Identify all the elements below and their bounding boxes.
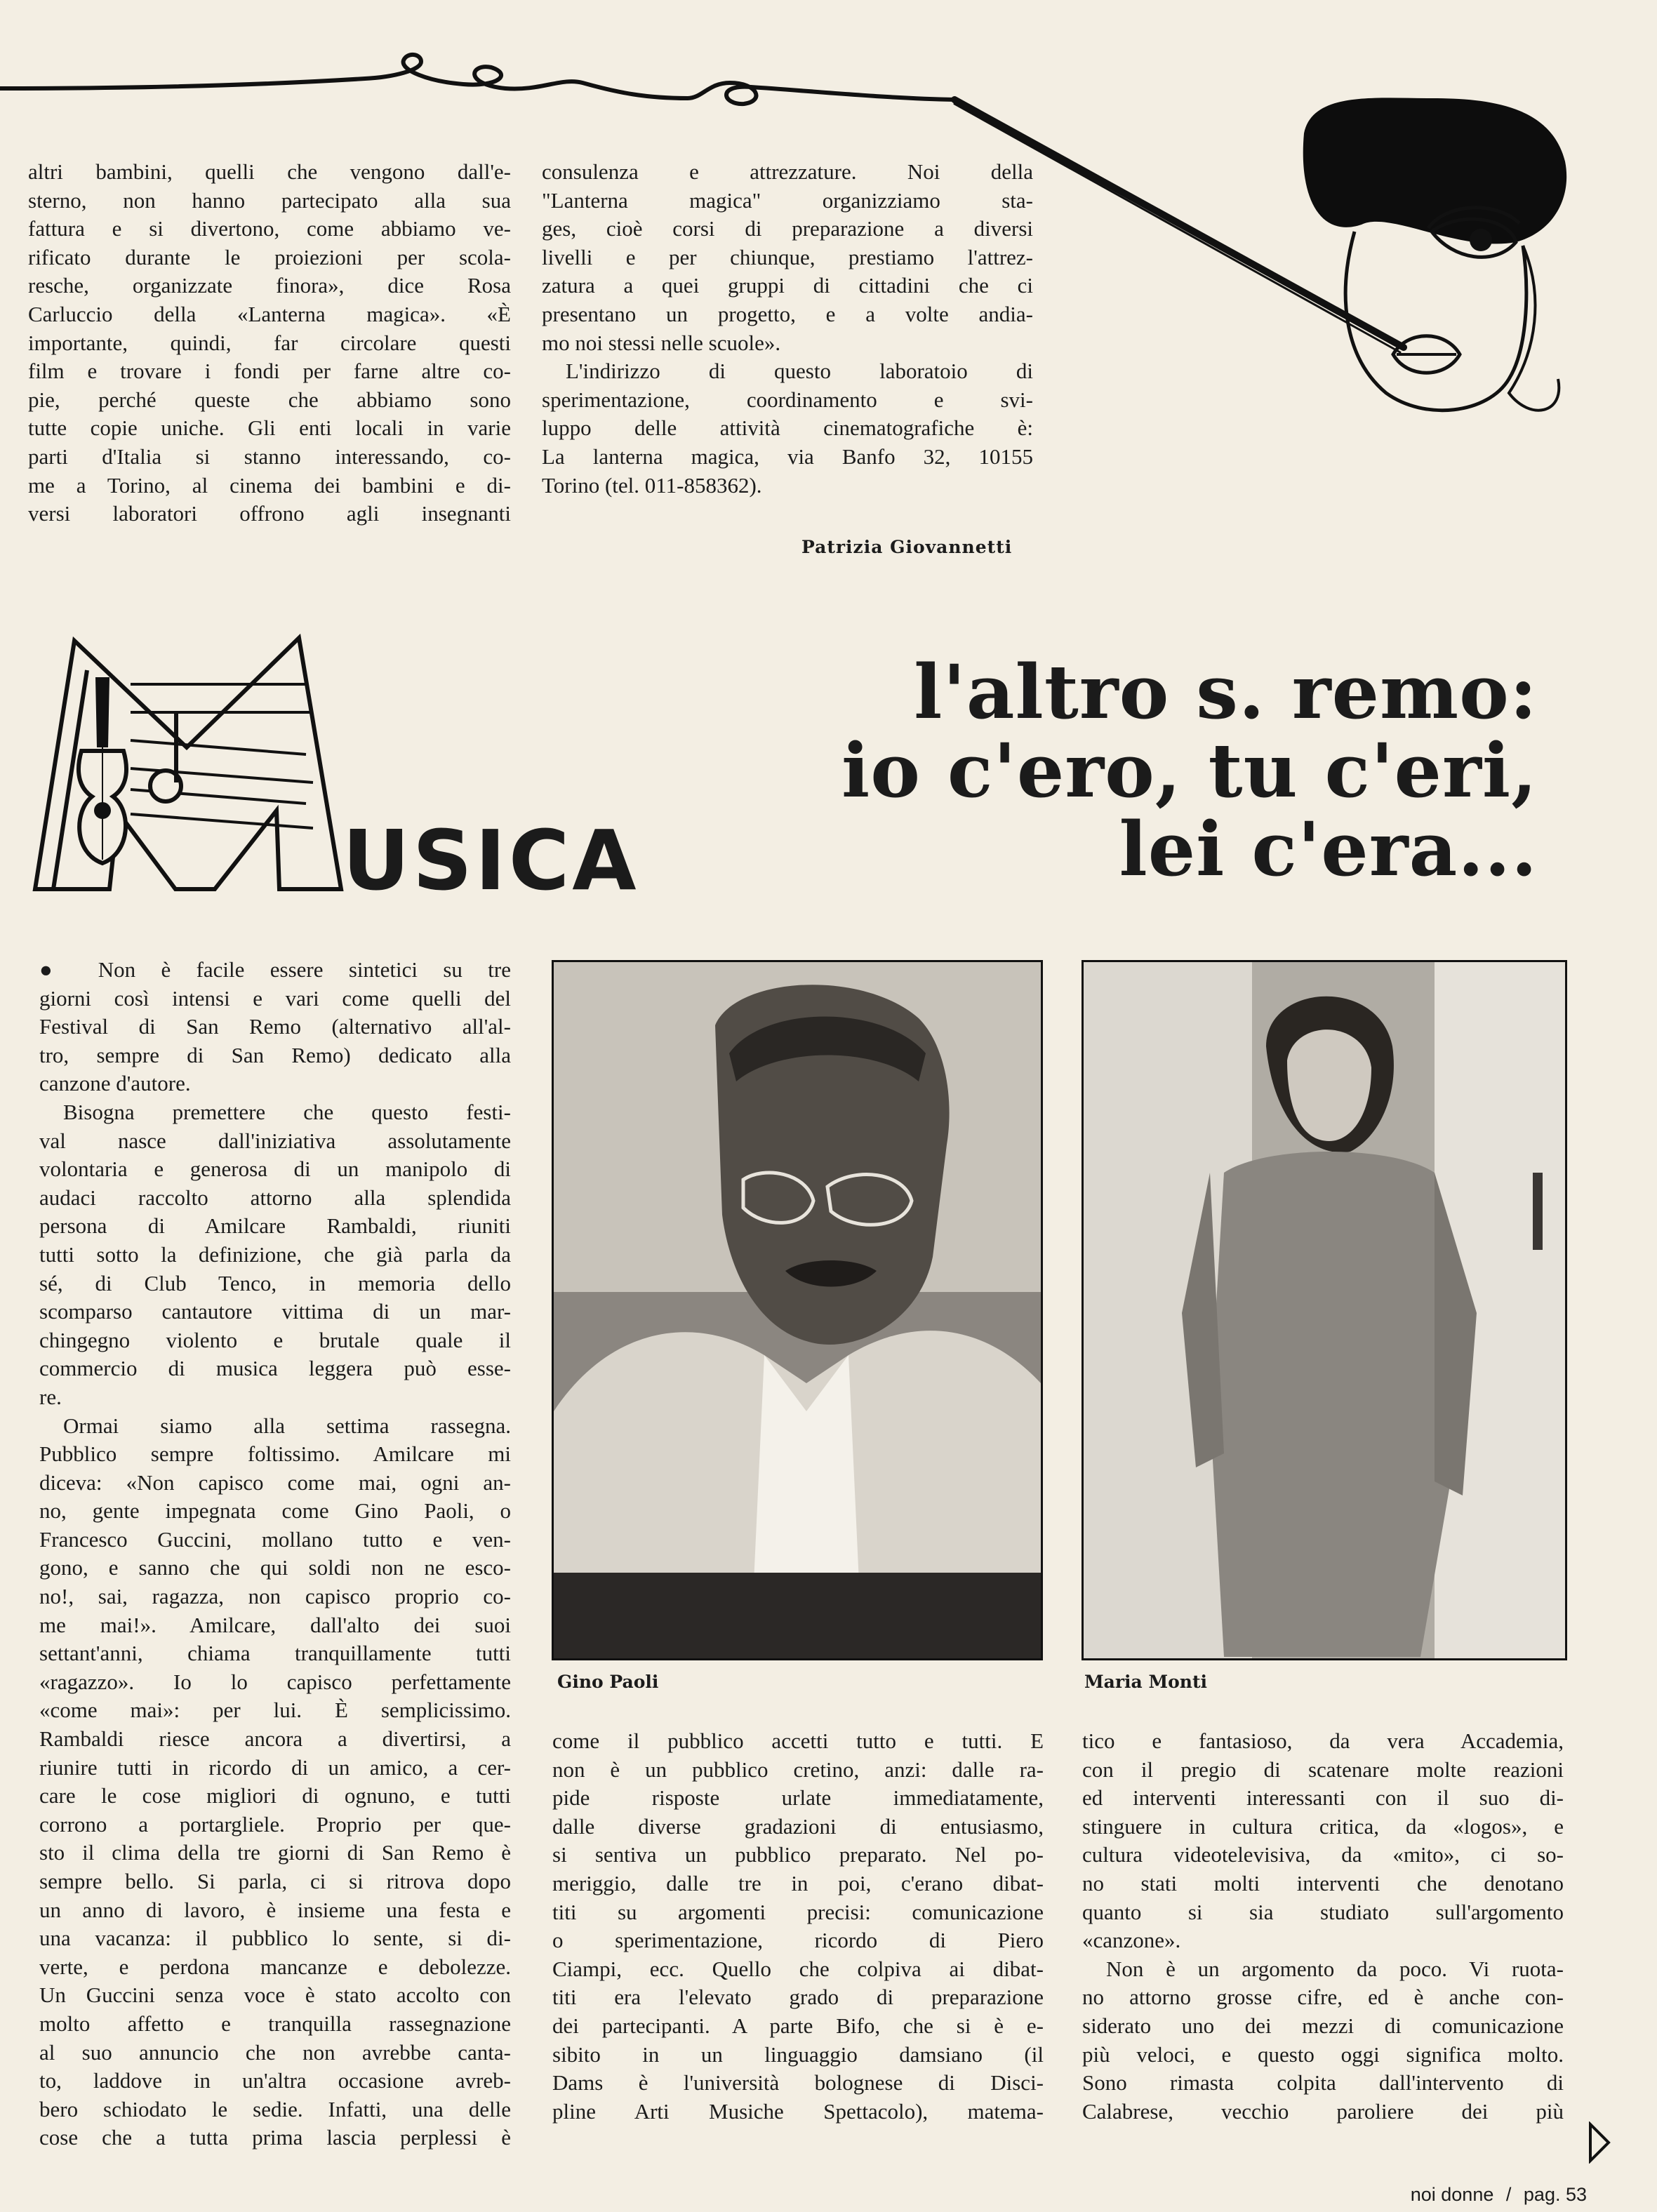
text-line: luppo delle attività cinematografiche è: [542, 415, 1033, 441]
text-line: chingegno violento e brutale quale il [39, 1327, 511, 1352]
text-line: tico e fantasioso, da vera Accademia, [1082, 1728, 1564, 1753]
text-line: siderato uno dei mezzi di comunicazione [1082, 2013, 1564, 2038]
text-line: volontaria e generosa di un manipolo di [39, 1157, 511, 1182]
photo-maria-monti [1082, 960, 1567, 1660]
text-line: Torino (tel. 011-858362). [542, 472, 762, 498]
photo-gino-paoli [552, 960, 1043, 1660]
title-line-1: l'altro s. remo: [914, 648, 1538, 735]
text-line: titi su argomenti precisi: comunicazione [552, 1899, 1044, 1924]
guitar-icon [79, 677, 181, 863]
text-line: verte, e perdona mancanze e debolezze. [39, 1954, 511, 1979]
top-column-2 [542, 158, 1033, 500]
text-line: ges, cioè corsi di preparazione a diversi [542, 216, 1033, 241]
article-column-3 [1082, 1727, 1564, 2126]
text-line: sto il clima della tre giorni di San Remo è [39, 1840, 511, 1865]
page-footer [1411, 2184, 1587, 2206]
text-line: Carluccio della «Lanterna magica». «È [28, 301, 511, 326]
text-line: audaci raccolto attorno alla splendida [39, 1185, 511, 1210]
text-line: ● Non è facile essere sintetici su tre [39, 957, 511, 982]
text-line: quanto si sia studiato sull'argomento [1082, 1899, 1564, 1924]
caption-left: Gino Paoli [557, 1672, 659, 1692]
text-line: Non è un argomento da poco. Vi ruota- [1106, 1956, 1564, 1981]
text-line: una vacanza: il pubblico lo sente, si di- [39, 1926, 511, 1951]
text-line: sé, di Club Tenco, in memoria dello [39, 1270, 511, 1295]
text-line: tutti sotto la definizione, che già parla da [39, 1241, 511, 1267]
text-line: stinguere in cultura critica, da «logos», e [1082, 1813, 1564, 1839]
title-line-2: io c'ero, tu c'eri, [841, 726, 1538, 814]
text-line: pie, perché queste che abbiamo sono [28, 387, 511, 412]
text-line: più veloci, e questo oggi significa molto. [1082, 2041, 1564, 2067]
text-line: al suo annuncio che non avrebbe canta- [39, 2039, 511, 2065]
text-line: si sentiva un pubblico preparato. Nel po- [552, 1842, 1044, 1867]
section-logo-musica [25, 628, 643, 909]
text-line: diceva: «Non capisco come mai, ogni an- [39, 1470, 511, 1495]
text-line: ed interventi interessanti con il suo di- [1082, 1785, 1564, 1811]
text-line: scomparso cantautore vittima di un mar- [39, 1299, 511, 1324]
text-line: Ormai siamo alla settima rassegna. [63, 1413, 511, 1438]
text-line: «canzone». [1082, 1928, 1181, 1953]
article-column-1 [39, 956, 511, 2152]
text-line: resche, organizzate finora», dice Rosa [28, 273, 511, 298]
text-line: Festival di San Remo (alternativo all'al- [39, 1014, 511, 1039]
text-line: tutte copie uniche. Gli enti locali in varie [28, 415, 511, 441]
text-line: Bisogna premettere che questo festi- [63, 1099, 511, 1124]
footer-separator: / [1505, 2184, 1512, 2205]
text-line: Rambaldi riesce ancora a divertirsi, a [39, 1726, 511, 1752]
text-line: to, laddove in un'altra occasione avreb- [39, 2068, 511, 2093]
text-line: Francesco Guccini, mollano tutto e ven- [39, 1526, 511, 1552]
text-line: re. [39, 1384, 62, 1409]
text-line: no stati molti interventi che denotano [1082, 1870, 1564, 1895]
byline: Patrizia Giovannetti [801, 537, 1013, 557]
text-line: bero schiodato le sedie. Infatti, una delle [39, 2096, 511, 2121]
text-line: meriggio, dalle tre in poi, c'erano dibat- [552, 1870, 1044, 1895]
text-line: o sperimentazione, ricordo di Piero [552, 1928, 1044, 1953]
text-line: «ragazzo». Io lo capisco perfettamente [39, 1669, 511, 1694]
text-line: versi laboratori offrono agli insegnanti [28, 501, 511, 526]
article-column-2 [552, 1727, 1044, 2126]
text-line: tro, sempre di San Remo) dedicato alla [39, 1042, 511, 1067]
text-line: Ciampi, ecc. Quello che colpiva ai dibat- [552, 1956, 1044, 1981]
text-line: come il pubblico accetti tutto e tutti. E [552, 1728, 1044, 1753]
text-line: Dams è l'università bolognese di Disci- [552, 2070, 1044, 2096]
text-line: parti d'Italia si stanno interessando, co- [28, 444, 511, 469]
text-line: sperimentazione, coordinamento e svi- [542, 387, 1033, 412]
text-line: Calabrese, vecchio paroliere dei più [1082, 2098, 1564, 2124]
text-line: livelli e per chiunque, prestiamo l'attrez- [542, 244, 1033, 269]
text-line: film e trovare i fondi per farne altre co- [28, 359, 511, 384]
article-title [841, 648, 1538, 893]
text-line: non è un pubblico cretino, anzi: dalle ra- [552, 1757, 1044, 1782]
text-line: Sono rimasta colpita dall'intervento di [1082, 2070, 1564, 2096]
text-line: riunire tutti in ricordo di un amico, a cer- [39, 1754, 511, 1780]
text-line: La lanterna magica, via Banfo 32, 10155 [542, 444, 1033, 469]
pierrot-face-icon [1303, 98, 1566, 410]
text-line: dalle diverse gradazioni di entusiasmo, [552, 1813, 1044, 1839]
text-line: pline Arti Musiche Spettacolo), matema- [552, 2098, 1044, 2124]
text-line: settant'anni, chiama tranquillamente tutti [39, 1641, 511, 1666]
text-line: molto affetto e tranquilla rassegnazione [39, 2011, 511, 2036]
text-line: me mai!». Amilcare, dall'alto dei suoi [39, 1612, 511, 1637]
text-line: titi era l'elevato grado di preparazione [552, 1985, 1044, 2010]
text-line: sterno, non hanno partecipato alla sua [28, 187, 511, 213]
text-line: persona di Amilcare Rambaldi, riuniti [39, 1213, 511, 1239]
text-line: val nasce dall'iniziativa assolutamente [39, 1128, 511, 1153]
text-line: canzone d'autore. [39, 1071, 191, 1096]
text-line: corrono a portargliele. Proprio per que- [39, 1811, 511, 1837]
title-line-3: lei c'era... [1119, 805, 1538, 893]
text-line: dei partecipanti. A parte Bifo, che si è e- [552, 2013, 1044, 2038]
text-line: no!, sai, ragazza, non capisco proprio co- [39, 1584, 511, 1609]
bullet-icon: ● [39, 957, 98, 982]
text-line: gono, e sanno che qui soldi non ne esco- [39, 1555, 511, 1580]
magazine-name: noi donne [1410, 2184, 1494, 2205]
text-line: presentano un progetto, e a volte andia- [542, 301, 1033, 326]
top-column-1 [28, 158, 511, 528]
continue-arrow-icon [1588, 2121, 1611, 2164]
text-line: «come mai»: per lui. È semplicissimo. [39, 1698, 511, 1723]
text-line: sempre bello. Si parla, ci si ritrova dopo [39, 1869, 511, 1893]
section-label: USICA [342, 812, 639, 909]
text-line: pide risposte urlate immediatamente, [552, 1785, 1044, 1811]
text-line: cose che a tutta prima lascia perplessi è [39, 2125, 511, 2150]
text-line: no, gente impegnata come Gino Paoli, o [39, 1498, 511, 1524]
text-line: Pubblico sempre foltissimo. Amilcare mi [39, 1441, 511, 1467]
text-line: zatura a quei gruppi di cittadini che ci [542, 273, 1033, 298]
text-line: care le cose migliori di ognuno, e tutti [39, 1783, 511, 1808]
text-line: cultura videotelevisiva, da «mito», ci so- [1082, 1842, 1564, 1867]
text-line: commercio di musica leggera può esse- [39, 1356, 511, 1381]
text-line: me a Torino, al cinema dei bambini e di- [28, 472, 511, 498]
text-line: L'indirizzo di questo laboratoio di [566, 359, 1033, 384]
text-line: Un Guccini senza voce è stato accolto con [39, 1983, 511, 2008]
caption-right: Maria Monti [1084, 1672, 1208, 1692]
page-number: pag. 53 [1523, 2184, 1587, 2205]
guitar-music-icon [25, 628, 362, 902]
text-line: altri bambini, quelli che vengono dall'e- [28, 159, 511, 184]
text-line: sibito in un linguaggio damsiano (il [552, 2041, 1044, 2067]
text-line: mo noi stessi nelle scuole». [542, 330, 781, 355]
text-line: "Lanterna magica" organizziamo sta- [542, 187, 1033, 213]
text-line: consulenza e attrezzature. Noi della [542, 159, 1033, 184]
text-line: rificato durante le proiezioni per scola- [28, 244, 511, 269]
text-line: un anno di lavoro, è insieme una festa e [39, 1897, 511, 1922]
text-line: giorni così intensi e vari come quelli del [39, 985, 511, 1011]
text-line: con il pregio di scatenare molte reazioni [1082, 1757, 1564, 1782]
text-line: no attorno grosse cifre, ed è anche con- [1082, 1985, 1564, 2010]
text-line: fattura e si divertono, come abbiamo ve- [28, 216, 511, 241]
text-line: importante, quindi, far circolare questi [28, 330, 511, 355]
